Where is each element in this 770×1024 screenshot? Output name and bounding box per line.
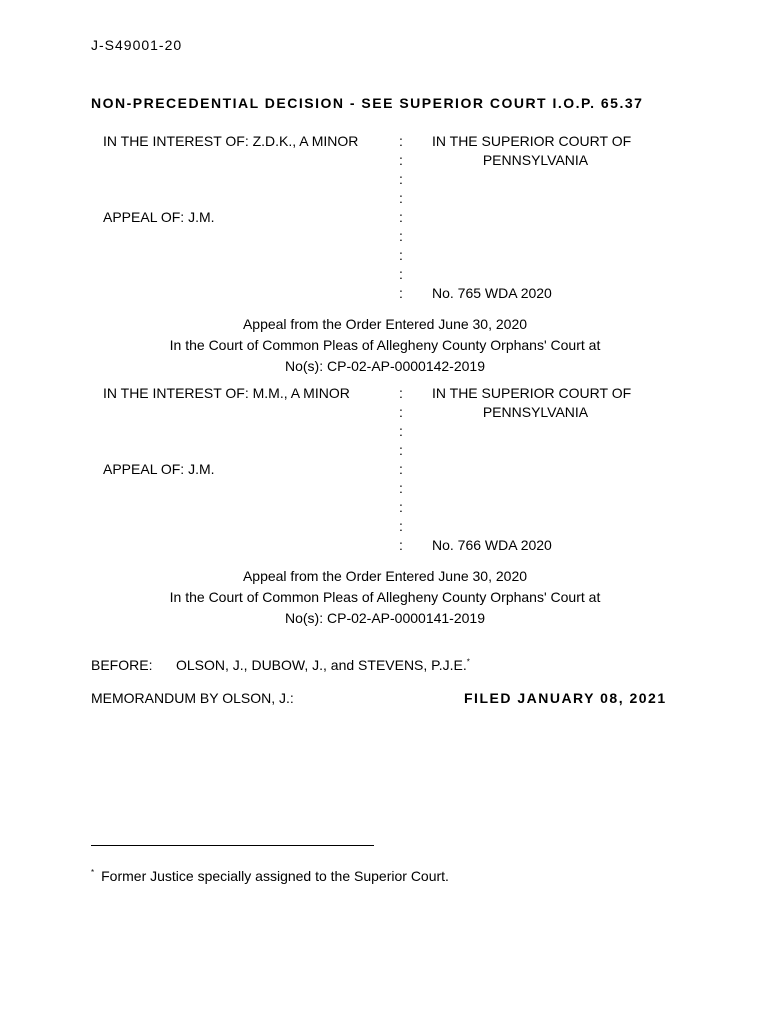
caption-colons: : : : : : : : : : xyxy=(399,385,403,553)
appeal-of-caption: APPEAL OF: J.M. xyxy=(103,209,215,225)
panel-judges xyxy=(176,656,470,675)
case-number: No. 765 WDA 2020 xyxy=(432,285,552,301)
appeal-from: Appeal from the Order Entered June 30, 2020 xyxy=(242,568,528,584)
court-line-1: IN THE SUPERIOR COURT OF xyxy=(432,133,632,149)
appeal-of-caption: APPEAL OF: J.M. xyxy=(103,461,215,477)
court-of: In the Court of Common Pleas of Allegheny County Orphans' Court at xyxy=(169,589,601,605)
footnote-text: Former Justice specially assigned to the Superior Court. xyxy=(101,868,449,884)
court-line-2: PENNSYLVANIA xyxy=(482,404,589,420)
court-name xyxy=(432,132,662,170)
footnote xyxy=(91,867,449,886)
interest-of-caption: IN THE INTEREST OF: Z.D.K., A MINOR xyxy=(103,133,359,149)
court-of: In the Court of Common Pleas of Allegheny County Orphans' Court at xyxy=(169,337,601,353)
footnote-divider xyxy=(91,845,374,846)
footnote-mark: * xyxy=(91,868,95,878)
filed-date: FILED JANUARY 08, 2021 xyxy=(464,690,667,706)
court-line-2: PENNSYLVANIA xyxy=(482,152,589,168)
case-caption-2 xyxy=(103,384,663,554)
appeal-from: Appeal from the Order Entered June 30, 2020 xyxy=(242,316,528,332)
before-label: BEFORE: xyxy=(91,657,153,673)
case-number: No. 766 WDA 2020 xyxy=(432,537,552,553)
caption-colons: : : : : : : : : : xyxy=(399,133,403,301)
judges-text: OLSON, J., DUBOW, J., and STEVENS, P.J.E. xyxy=(176,657,467,673)
lower-court-docket: No(s): CP-02-AP-0000141-2019 xyxy=(285,610,485,626)
court-line-1: IN THE SUPERIOR COURT OF xyxy=(432,385,632,401)
footnote-reference: * xyxy=(466,657,470,667)
case-caption-1 xyxy=(103,132,663,302)
lower-court-docket: No(s): CP-02-AP-0000142-2019 xyxy=(285,358,485,374)
court-name xyxy=(432,384,662,422)
interest-of-caption: IN THE INTEREST OF: M.M., A MINOR xyxy=(103,385,350,401)
non-precedential-notice: NON-PRECEDENTIAL DECISION - SEE SUPERIOR COURT I.O.P. 65.37 xyxy=(91,95,644,111)
docket-number: J-S49001-20 xyxy=(91,37,183,53)
appeal-info-2 xyxy=(91,566,679,629)
appeal-info-1 xyxy=(91,314,679,377)
memorandum-author: MEMORANDUM BY OLSON, J.: xyxy=(91,690,294,706)
